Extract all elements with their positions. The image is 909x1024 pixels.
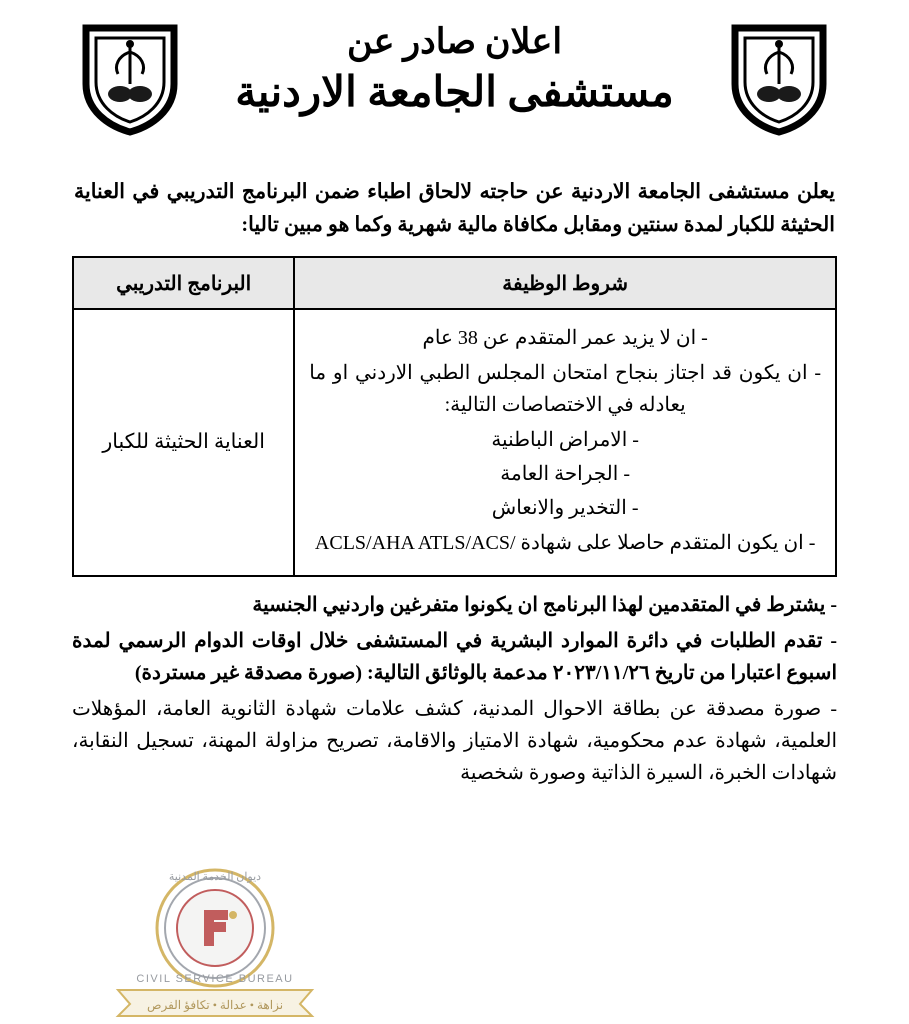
civil-service-bureau-seal (100, 858, 330, 1018)
list-item: - التخدير والانعاش (491, 497, 639, 520)
list-item: - ان لا يزيد عمر المتقدم عن 38 عام (422, 327, 708, 350)
cell-conditions (294, 309, 836, 576)
seal-ring-text-ar: ديوان الخدمة المدنية (168, 871, 262, 883)
cell-program: العناية الحثيثة للكبار (73, 309, 294, 576)
university-of-jordan-hospital-crest-left (80, 22, 180, 137)
list-item: - ان يكون قد اجتاز بنجاح امتحان المجلس الطبي الاردني او ما يعادله في الاختصاصات التالية: (309, 361, 821, 417)
table-header-row (73, 257, 836, 309)
column-header-conditions: شروط الوظيفة (294, 257, 836, 309)
page-title: مستشفى الجامعة الاردنية (235, 69, 674, 116)
column-header-program: البرنامج التدريبي (73, 257, 294, 309)
list-item: - ان يكون المتقدم حاصلا على شهادة /ACLS/AHA ATLS/ACS (314, 531, 816, 554)
list-item: - الامراض الباطنية (491, 428, 639, 451)
note-eligibility: - يشترط في المتقدمين لهذا البرنامج ان يكونوا متفرغين واردنيي الجنسية (252, 594, 837, 617)
table-row (73, 309, 836, 576)
intro-paragraph: يعلن مستشفى الجامعة الاردنية عن حاجته لالحاق اطباء ضمن البرنامج التدريبي في العناية الحثيثة للكبار لمدة سنتين ومقابل مكافاة مالية شهرية وكما هو مبين تاليا: (74, 181, 835, 237)
list-item: - الجراحة العامة (500, 462, 630, 485)
vacancy-table (72, 256, 837, 577)
notes-section (72, 589, 837, 789)
announcement-kicker: اعلان صادر عن (346, 22, 563, 61)
document-header (72, 0, 837, 168)
note-documents: - صورة مصدقة عن بطاقة الاحوال المدنية، كشف علامات شهادة الثانوية العامة، المؤهلات العلمية، شهادة عدم محكومية، شهادة الامتياز والاقامة، تصريح مزاولة المهنة، تسجيل النقابة، شهادات الخبرة، السيرة الذاتية وصورة شخصية (72, 698, 837, 785)
conditions-list (309, 322, 821, 559)
header-titles (72, 18, 837, 120)
seal-ribbon-text: نزاهة • عدالة • تكافؤ الفرص (146, 998, 284, 1012)
university-of-jordan-hospital-crest-right (729, 22, 829, 137)
seal-ring-text-en: CIVIL SERVICE BUREAU (136, 973, 294, 985)
note-application: - تقدم الطلبات في دائرة الموارد البشرية في المستشفى خلال اوقات الدوام الرسمي لمدة اسبوع اعتبارا من تاريخ ٢٠٢٣/١١/٢٦ مدعمة بالوثائق التالية: (صورة مصدقة غير مستردة) (72, 630, 837, 685)
